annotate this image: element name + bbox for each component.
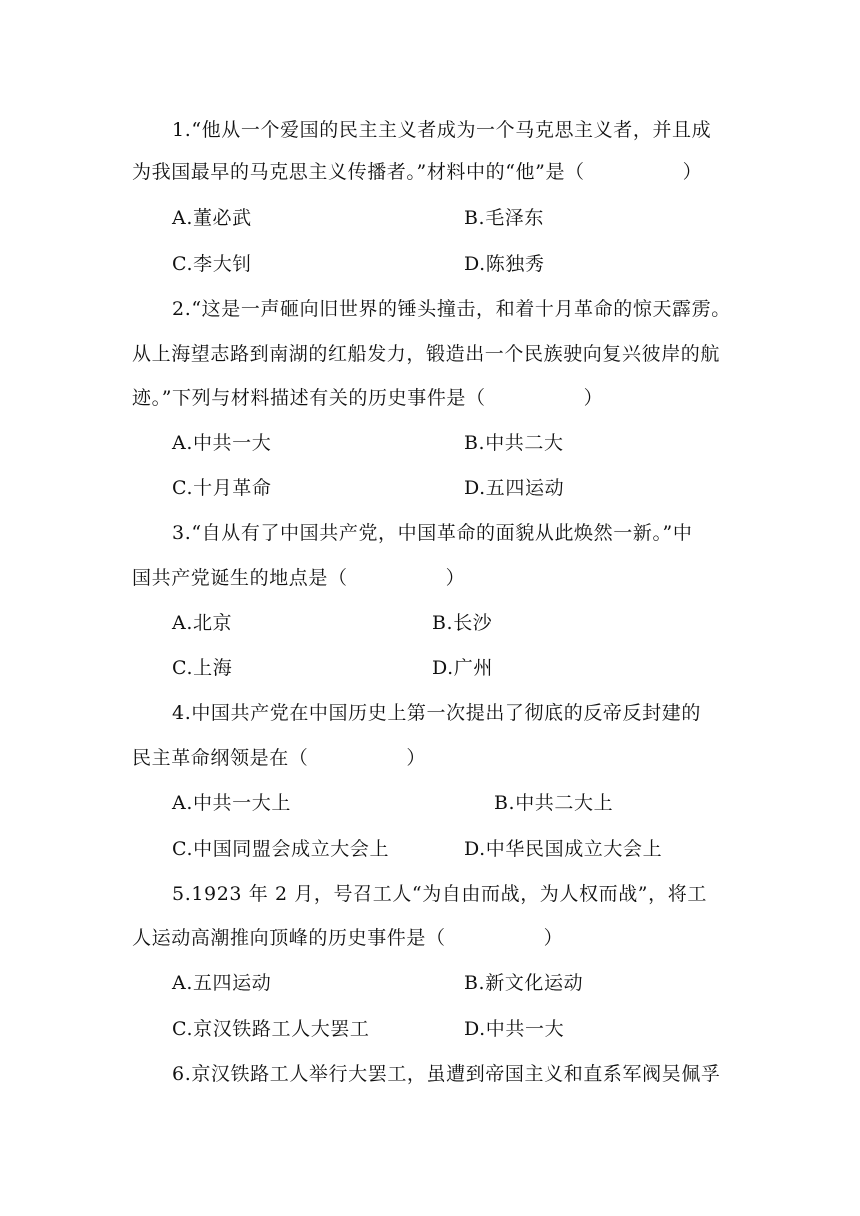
question-1-option-b: B.毛泽东 — [464, 207, 545, 229]
question-4-option-b: B.中共二大上 — [494, 792, 614, 814]
question-2-option-c: C.十月革命 — [172, 477, 272, 499]
question-3-stem-line-2: 国共产党诞生的地点是（ ） — [132, 567, 466, 589]
question-6-stem-line-1: 6.京汉铁路工人举行大罢工，虽遭到帝国主义和直系军阀吴佩孚 — [172, 1063, 721, 1085]
question-5-option-c: C.京汉铁路工人大罢工 — [172, 1018, 370, 1040]
question-5-option-d: D.中共一大 — [464, 1018, 565, 1040]
question-2-stem-line-3: 迹。”下列与材料描述有关的历史事件是（ ） — [132, 387, 604, 409]
question-3-option-a: A.北京 — [172, 612, 233, 634]
question-1-option-d: D.陈独秀 — [464, 253, 545, 275]
question-3-option-d: D.广州 — [432, 657, 493, 679]
question-1-stem-line-2: 为我国最早的马克思主义传播者。”材料中的“他”是（ ） — [132, 161, 703, 183]
question-5-stem-line-1: 5.1923 年 2 月，号召工人“为自由而战，为人权而战”，将工 — [172, 883, 707, 905]
question-2-option-d: D.五四运动 — [464, 477, 565, 499]
question-3-option-c: C.上海 — [172, 657, 233, 679]
question-2-option-a: A.中共一大 — [172, 432, 272, 454]
question-4-option-a: A.中共一大上 — [172, 792, 291, 814]
question-3-stem-line-1: 3.“自从有了中国共产党，中国革命的面貌从此焕然一新。”中 — [172, 522, 693, 544]
question-1-option-c: C.李大钊 — [172, 253, 252, 275]
question-2-stem-line-1: 2.“这是一声砸向旧世界的锤头撞击，和着十月革命的惊天霹雳。 — [172, 298, 731, 320]
question-3-option-b: B.长沙 — [432, 612, 493, 634]
question-5-option-b: B.新文化运动 — [464, 972, 584, 994]
question-4-stem-line-1: 4.中国共产党在中国历史上第一次提出了彻底的反帝反封建的 — [172, 702, 701, 724]
question-4-option-d: D.中华民国成立大会上 — [464, 838, 663, 860]
question-1-option-a: A.董必武 — [172, 207, 252, 229]
question-1-stem-line-1: 1.“他从一个爱国的民主主义者成为一个马克思主义者，并且成 — [172, 119, 712, 141]
question-2-option-b: B.中共二大 — [464, 432, 564, 454]
question-4-option-c: C.中国同盟会成立大会上 — [172, 838, 390, 860]
question-2-stem-line-2: 从上海望志路到南湖的红船发力，锻造出一个民族驶向复兴彼岸的航 — [132, 343, 721, 365]
question-5-option-a: A.五四运动 — [172, 972, 272, 994]
question-4-stem-line-2: 民主革命纲领是在（ ） — [132, 747, 427, 769]
question-5-stem-line-2: 人运动高潮推向顶峰的历史事件是（ ） — [132, 927, 564, 949]
